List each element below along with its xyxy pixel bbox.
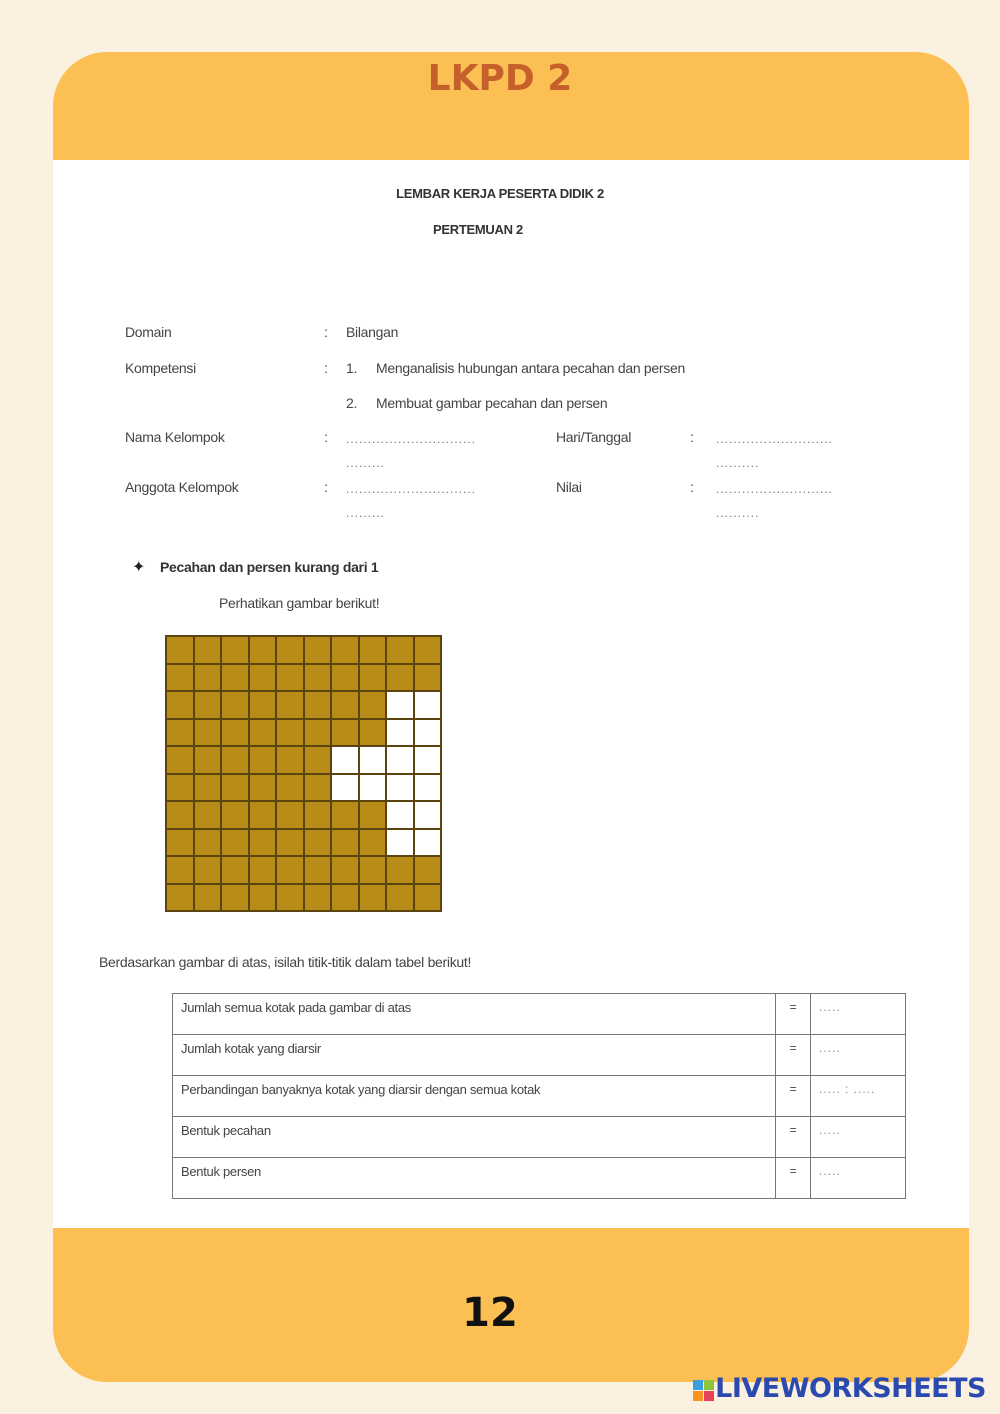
grid-cell-shaded [221, 801, 249, 829]
grid-cell-unshaded [386, 719, 414, 747]
kompetensi-1-text: Menganalisis hubungan antara pecahan dan persen [376, 360, 685, 376]
grid-cell-shaded [194, 829, 222, 857]
table-row-label: Jumlah semua kotak pada gambar di atas [173, 994, 776, 1035]
grid-cell-shaded [304, 719, 332, 747]
grid-cell-shaded [249, 884, 277, 912]
hari-tanggal-colon: : [690, 429, 694, 445]
grid-cell-shaded [304, 856, 332, 884]
grid-cell-shaded [331, 691, 359, 719]
grid-cell-shaded [386, 664, 414, 692]
nama-kelompok-field[interactable]: .............................. [346, 432, 477, 446]
domain-colon: : [324, 324, 328, 340]
sheet-subtitle: PERTEMUAN 2 [433, 222, 523, 237]
grid-cell-shaded [221, 719, 249, 747]
grid-cell-shaded [166, 636, 194, 664]
grid-cell-shaded [221, 829, 249, 857]
nama-kelompok-field-cont[interactable]: ......... [346, 456, 386, 470]
grid-cell-unshaded [386, 691, 414, 719]
grid-cell-shaded [166, 774, 194, 802]
section-title: Pecahan dan persen kurang dari 1 [160, 559, 379, 575]
table-row-answer-field[interactable]: ..... [811, 1035, 906, 1076]
grid-cell-shaded [166, 884, 194, 912]
grid-cell-shaded [249, 746, 277, 774]
grid-cell-shaded [194, 664, 222, 692]
grid-cell-shaded [331, 829, 359, 857]
grid-cell-shaded [166, 746, 194, 774]
sheet-title: LEMBAR KERJA PESERTA DIDIK 2 [396, 186, 604, 201]
table-row [173, 1076, 906, 1117]
grid-cell-unshaded [414, 801, 442, 829]
grid-cell-shaded [276, 829, 304, 857]
nama-kelompok-colon: : [324, 429, 328, 445]
grid-cell-shaded [221, 746, 249, 774]
grid-cell-shaded [359, 664, 387, 692]
table-row-answer-field[interactable]: ..... : ..... [811, 1076, 906, 1117]
grid-cell-shaded [359, 856, 387, 884]
grid-cell-shaded [359, 801, 387, 829]
anggota-kelompok-field-cont[interactable]: ......... [346, 506, 386, 520]
grid-cell-shaded [414, 884, 442, 912]
table-row-equals: = [776, 1117, 811, 1158]
grid-cell-shaded [249, 691, 277, 719]
grid-cell-shaded [331, 636, 359, 664]
table-row-answer-field[interactable]: ..... [811, 1158, 906, 1199]
table-row-label: Perbandingan banyaknya kotak yang diarsir dengan semua kotak [173, 1076, 776, 1117]
grid-cell-shaded [304, 636, 332, 664]
nilai-label: Nilai [556, 479, 582, 495]
grid-cell-unshaded [359, 774, 387, 802]
grid-cell-shaded [221, 856, 249, 884]
anggota-kelompok-colon: : [324, 479, 328, 495]
section-bullet-icon: ✦ [132, 559, 146, 576]
grid-cell-shaded [249, 774, 277, 802]
grid-cell-shaded [166, 856, 194, 884]
domain-label: Domain [125, 324, 172, 340]
grid-cell-shaded [194, 856, 222, 884]
grid-cell-unshaded [386, 746, 414, 774]
grid-cell-shaded [304, 884, 332, 912]
grid-cell-shaded [221, 691, 249, 719]
grid-cell-shaded [194, 801, 222, 829]
table-instruction: Berdasarkan gambar di atas, isilah titik-titik dalam tabel berikut! [99, 954, 472, 970]
kompetensi-2-text: Membuat gambar pecahan dan persen [376, 395, 608, 411]
kompetensi-1-number: 1. [346, 360, 358, 376]
grid-cell-unshaded [386, 774, 414, 802]
table-row-equals: = [776, 1158, 811, 1199]
grid-cell-shaded [194, 719, 222, 747]
grid-cell-shaded [331, 664, 359, 692]
table-row-equals: = [776, 1035, 811, 1076]
table-row-answer-field[interactable]: ..... [811, 1117, 906, 1158]
kompetensi-colon: : [324, 360, 328, 376]
grid-cell-shaded [331, 801, 359, 829]
grid-cell-shaded [304, 664, 332, 692]
grid-cell-unshaded [331, 774, 359, 802]
hari-tanggal-field[interactable]: ........................... [716, 432, 834, 446]
grid-cell-shaded [249, 719, 277, 747]
hari-tanggal-field-cont[interactable]: .......... [716, 456, 760, 470]
grid-cell-shaded [194, 636, 222, 664]
grid-cell-shaded [194, 746, 222, 774]
table-row-equals: = [776, 994, 811, 1035]
grid-cell-unshaded [331, 746, 359, 774]
grid-cell-shaded [331, 856, 359, 884]
grid-cell-shaded [249, 829, 277, 857]
grid-cell-shaded [414, 664, 442, 692]
grid-cell-unshaded [386, 801, 414, 829]
anggota-kelompok-label: Anggota Kelompok [125, 479, 239, 495]
kompetensi-label: Kompetensi [125, 360, 196, 376]
grid-cell-shaded [359, 829, 387, 857]
hari-tanggal-label: Hari/Tanggal [556, 429, 631, 445]
grid-cell-shaded [304, 801, 332, 829]
table-row-equals: = [776, 1076, 811, 1117]
liveworksheets-logo-icon [693, 1380, 715, 1402]
liveworksheets-brand: LIVEWORKSHEETS [715, 1373, 986, 1404]
domain-value: Bilangan [346, 324, 399, 340]
nilai-field[interactable]: ........................... [716, 482, 834, 496]
grid-cell-shaded [221, 636, 249, 664]
grid-cell-shaded [331, 884, 359, 912]
grid-cell-shaded [194, 691, 222, 719]
grid-cell-shaded [304, 746, 332, 774]
table-row [173, 1158, 906, 1199]
grid-cell-shaded [221, 884, 249, 912]
grid-cell-shaded [194, 774, 222, 802]
grid-cell-shaded [249, 856, 277, 884]
grid-cell-shaded [276, 636, 304, 664]
grid-cell-shaded [359, 636, 387, 664]
grid-cell-shaded [249, 664, 277, 692]
answer-table [172, 993, 906, 1199]
grid-cell-unshaded [359, 746, 387, 774]
table-row [173, 994, 906, 1035]
grid-cell-shaded [276, 719, 304, 747]
fraction-grid-figure [165, 635, 442, 912]
grid-cell-shaded [414, 636, 442, 664]
grid-cell-shaded [331, 719, 359, 747]
grid-cell-shaded [194, 884, 222, 912]
grid-cell-shaded [304, 691, 332, 719]
grid-cell-shaded [276, 801, 304, 829]
nama-kelompok-label: Nama Kelompok [125, 429, 225, 445]
table-row-label: Bentuk pecahan [173, 1117, 776, 1158]
header-title: LKPD 2 [427, 58, 573, 99]
grid-cell-unshaded [414, 829, 442, 857]
anggota-kelompok-field[interactable]: .............................. [346, 482, 477, 496]
grid-cell-shaded [221, 664, 249, 692]
grid-cell-shaded [166, 801, 194, 829]
table-row [173, 1035, 906, 1076]
grid-cell-shaded [166, 664, 194, 692]
table-row-label: Jumlah kotak yang diarsir [173, 1035, 776, 1076]
grid-cell-shaded [221, 774, 249, 802]
grid-cell-shaded [386, 884, 414, 912]
grid-cell-shaded [359, 719, 387, 747]
grid-cell-shaded [304, 829, 332, 857]
table-row [173, 1117, 906, 1158]
grid-cell-shaded [276, 691, 304, 719]
grid-cell-unshaded [414, 719, 442, 747]
grid-cell-shaded [166, 719, 194, 747]
table-row-answer-field[interactable]: ..... [811, 994, 906, 1035]
grid-cell-shaded [276, 664, 304, 692]
grid-cell-shaded [386, 856, 414, 884]
grid-cell-shaded [276, 774, 304, 802]
grid-cell-shaded [276, 884, 304, 912]
grid-cell-shaded [276, 856, 304, 884]
grid-cell-shaded [359, 691, 387, 719]
grid-cell-shaded [166, 829, 194, 857]
grid-cell-shaded [414, 856, 442, 884]
kompetensi-2-number: 2. [346, 395, 358, 411]
figure-instruction: Perhatikan gambar berikut! [219, 595, 380, 611]
nilai-field-cont[interactable]: .......... [716, 506, 760, 520]
grid-cell-unshaded [414, 746, 442, 774]
grid-cell-shaded [249, 636, 277, 664]
grid-cell-shaded [276, 746, 304, 774]
page-number: 12 [462, 1290, 518, 1336]
grid-cell-unshaded [414, 774, 442, 802]
table-row-label: Bentuk persen [173, 1158, 776, 1199]
grid-cell-shaded [359, 884, 387, 912]
grid-cell-shaded [304, 774, 332, 802]
nilai-colon: : [690, 479, 694, 495]
grid-cell-shaded [386, 636, 414, 664]
grid-cell-unshaded [414, 691, 442, 719]
grid-cell-unshaded [386, 829, 414, 857]
grid-cell-shaded [249, 801, 277, 829]
grid-cell-shaded [166, 691, 194, 719]
